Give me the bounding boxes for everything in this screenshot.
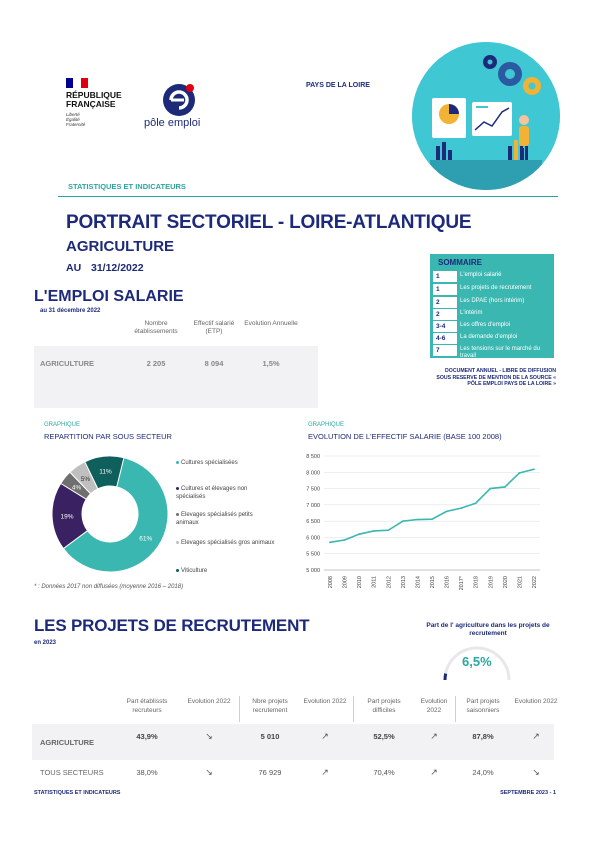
page-title: PORTRAIT SECTORIEL - LOIRE-ATLANTIQUE bbox=[66, 212, 472, 233]
pie-caption: GRAPHIQUE bbox=[44, 422, 81, 428]
cell-value: 52,5% bbox=[373, 732, 395, 741]
legend-item bbox=[176, 512, 276, 527]
cell-value: 76 929 bbox=[258, 768, 282, 777]
line-point bbox=[417, 519, 419, 521]
sommaire-item[interactable] bbox=[433, 271, 553, 285]
trend-arrow-icon: ↗ bbox=[321, 731, 329, 741]
line-point bbox=[431, 518, 433, 520]
column-divider bbox=[353, 696, 354, 722]
y-tick-label: 6 000 bbox=[306, 535, 320, 542]
pie-slice-label: 5% bbox=[80, 476, 91, 484]
legend-label: Elevages spécialisés gros animaux bbox=[181, 540, 275, 546]
column-header: Effectif salarié (ETP) bbox=[193, 320, 235, 335]
legend-label: Elevages spécialisés petits animaux bbox=[176, 512, 253, 526]
x-tick-label: 2010 bbox=[357, 576, 364, 589]
line-title: EVOLUTION DE L'EFFECTIF SALARIE (BASE 100 2008) bbox=[308, 432, 502, 441]
trend-arrow-icon: ↗ bbox=[321, 767, 329, 777]
date-prefix: AU bbox=[66, 262, 82, 274]
line-point bbox=[504, 486, 506, 488]
column-header: Nbre projets recrutement bbox=[252, 698, 288, 714]
trend-arrow-icon: ↗ bbox=[430, 731, 438, 741]
category-label: STATISTIQUES ET INDICATEURS bbox=[68, 182, 186, 191]
legend-label: Viticulture bbox=[181, 568, 208, 574]
sector-title: AGRICULTURE bbox=[66, 238, 175, 255]
republique-flag bbox=[66, 78, 88, 88]
legend-swatch bbox=[176, 513, 179, 516]
cell-value: 1,5% bbox=[262, 359, 280, 368]
legend-swatch bbox=[176, 541, 179, 544]
line-point bbox=[344, 539, 346, 541]
legend-label: Cultures spécialisées bbox=[181, 460, 238, 466]
date-value: 31/12/2022 bbox=[91, 262, 144, 274]
x-tick-label: 2009 bbox=[342, 576, 349, 589]
legend-item bbox=[176, 540, 276, 548]
x-tick-label: 2016 bbox=[444, 576, 451, 589]
motto-line: Fraternité bbox=[66, 122, 86, 127]
sommaire-label: L'intérim bbox=[460, 310, 483, 316]
line-point bbox=[489, 488, 491, 490]
sommaire-label: L'emploi salarié bbox=[460, 272, 502, 278]
republique-line1: RÉPUBLIQUE bbox=[66, 90, 122, 100]
legend-swatch bbox=[176, 569, 179, 572]
x-tick-label: 2017* bbox=[459, 576, 466, 591]
sommaire-page: 2 bbox=[433, 309, 457, 320]
x-tick-label: 2012 bbox=[386, 576, 393, 589]
sommaire-item[interactable] bbox=[433, 345, 553, 359]
sommaire-page: 1 bbox=[433, 271, 457, 282]
cell-value: 8 094 bbox=[204, 359, 224, 368]
sommaire-page: 4-6 bbox=[433, 333, 457, 344]
y-tick-label: 8 500 bbox=[306, 454, 320, 460]
y-tick-label: 7 500 bbox=[306, 486, 320, 493]
line-point bbox=[475, 502, 477, 504]
legend-label: Cultures et élevages non spécialisés bbox=[176, 486, 248, 500]
motto-line: Liberté bbox=[66, 112, 80, 117]
section-subtitle-recrutement: en 2023 bbox=[34, 640, 57, 646]
x-tick-label: 2021 bbox=[517, 576, 524, 589]
republique-line2: FRANÇAISE bbox=[66, 99, 116, 109]
y-tick-label: 6 500 bbox=[306, 519, 320, 526]
column-header: Evolution 2022 bbox=[420, 698, 448, 714]
trend-arrow-icon: ↘ bbox=[205, 767, 213, 777]
line-point bbox=[373, 530, 375, 532]
sommaire-label: Les offres d'emploi bbox=[460, 322, 511, 328]
hero-illustration bbox=[412, 42, 560, 190]
line-point bbox=[446, 510, 448, 512]
column-header: Part établissts recruteurs bbox=[126, 698, 168, 714]
sommaire-title: SOMMAIRE bbox=[438, 258, 482, 267]
line-point bbox=[460, 507, 462, 509]
row-label: AGRICULTURE bbox=[40, 738, 95, 747]
y-tick-label: 5 000 bbox=[306, 568, 320, 574]
gauge-fill bbox=[445, 674, 446, 680]
x-tick-label: 2018 bbox=[473, 576, 480, 589]
column-header: Evolution 2022 bbox=[303, 698, 347, 705]
footer-right: SEPTEMBRE 2023 - 1 bbox=[500, 790, 556, 796]
y-tick-label: 5 500 bbox=[306, 551, 320, 558]
x-tick-label: 2020 bbox=[502, 576, 509, 589]
pie-chart bbox=[30, 448, 190, 582]
line-point bbox=[329, 541, 331, 543]
footnote: * : Données 2017 non diffusées (moyenne 2016 – 2018) bbox=[34, 584, 184, 590]
pie-slice-label: 61% bbox=[139, 535, 153, 543]
trend-arrow-icon: ↗ bbox=[430, 767, 438, 777]
sommaire-page: 2 bbox=[433, 297, 457, 308]
legend-swatch bbox=[176, 461, 179, 464]
x-tick-label: 2014 bbox=[415, 576, 422, 589]
disclaimer-line: PÔLE EMPLOI PAYS DE LA LOIRE » bbox=[467, 381, 556, 387]
y-tick-label: 8 000 bbox=[306, 470, 320, 477]
row-label: AGRICULTURE bbox=[40, 359, 95, 368]
column-header: Nombre établissements bbox=[134, 320, 178, 335]
trend-arrow-icon: ↘ bbox=[205, 731, 213, 741]
legend-item bbox=[176, 460, 276, 468]
line-chart bbox=[288, 450, 558, 598]
line-series bbox=[330, 469, 534, 542]
table-row-highlight bbox=[32, 724, 554, 760]
sommaire-page: 7 bbox=[433, 345, 457, 356]
part-value: 6,5% bbox=[462, 654, 492, 669]
section-title-emploi: L'EMPLOI SALARIE bbox=[34, 288, 184, 305]
legend-item bbox=[176, 568, 276, 576]
x-tick-label: 2011 bbox=[371, 576, 378, 588]
line-point bbox=[533, 468, 535, 470]
sommaire-label: Les DPAE (hors intérim) bbox=[460, 298, 525, 304]
sommaire-page: 3-4 bbox=[433, 321, 457, 332]
sommaire-item[interactable] bbox=[433, 284, 553, 298]
x-tick-label: 2013 bbox=[400, 576, 407, 589]
row-label: TOUS SECTEURS bbox=[40, 768, 104, 777]
column-divider bbox=[455, 696, 456, 722]
pie-slice-label: 4% bbox=[71, 484, 82, 492]
column-header: Part projets difficiles bbox=[367, 698, 401, 714]
trend-arrow-icon: ↘ bbox=[532, 767, 540, 777]
pole-emploi-wordmark: pôle emploi bbox=[144, 117, 201, 129]
column-header: Evolution 2022 bbox=[187, 698, 231, 705]
motto-line: Égalité bbox=[66, 117, 80, 122]
disclaimer bbox=[360, 368, 556, 388]
cell-value: 87,8% bbox=[472, 732, 494, 741]
sommaire-label: La demande d'emploi bbox=[460, 334, 518, 340]
column-header: Evolution 2022 bbox=[514, 698, 558, 705]
line-point bbox=[402, 520, 404, 522]
cell-value: 38,0% bbox=[136, 768, 158, 777]
x-tick-label: 2015 bbox=[430, 576, 436, 589]
y-tick-label: 7 000 bbox=[306, 502, 320, 509]
footer-left: STATISTIQUES ET INDICATEURS bbox=[34, 790, 121, 796]
cell-value: 70,4% bbox=[373, 768, 395, 777]
x-tick-label: 2008 bbox=[328, 576, 334, 589]
sommaire-page: 1 bbox=[433, 284, 457, 295]
section-subtitle-emploi: au 31 décembre 2022 bbox=[40, 308, 101, 314]
table-row bbox=[34, 346, 318, 408]
legend-item bbox=[176, 486, 276, 501]
column-divider bbox=[239, 696, 240, 722]
pie-slice-label: 11% bbox=[99, 468, 112, 476]
pie-slice-label: 19% bbox=[60, 513, 74, 521]
section-title-recrutement: LES PROJETS DE RECRUTEMENT bbox=[34, 616, 310, 635]
cell-value: 43,9% bbox=[136, 732, 158, 741]
line-caption: GRAPHIQUE bbox=[308, 422, 345, 428]
sommaire-label: Les projets de recrutement bbox=[460, 285, 532, 291]
disclaimer-line: SOUS RESERVE DE MENTION DE LA SOURCE « bbox=[436, 374, 556, 381]
legend-swatch bbox=[176, 487, 179, 490]
column-header: Part projets saisonniers bbox=[466, 698, 500, 714]
sommaire-label: Les tensions sur le marché du travail bbox=[460, 346, 541, 359]
column-header: Evolution Annuelle bbox=[244, 320, 298, 327]
cell-value: 24,0% bbox=[472, 768, 494, 777]
cell-value: 2 205 bbox=[146, 359, 166, 368]
pie-title: REPARTITION PAR SOUS SECTEUR bbox=[44, 432, 172, 441]
line-point bbox=[358, 533, 360, 535]
republique-motto bbox=[66, 112, 85, 127]
x-tick-label: 2022 bbox=[532, 576, 538, 589]
republique-logo bbox=[66, 91, 122, 109]
part-caption: Part de l' agriculture dans les projets de recrutement bbox=[426, 622, 550, 637]
line-point bbox=[519, 472, 521, 474]
cell-value: 5 010 bbox=[260, 732, 280, 741]
disclaimer-line: DOCUMENT ANNUEL - LIBRE DE DIFFUSION bbox=[445, 368, 556, 374]
region-label: PAYS DE LA LOIRE bbox=[306, 82, 370, 89]
divider bbox=[58, 196, 558, 197]
trend-arrow-icon: ↗ bbox=[532, 731, 540, 741]
x-tick-label: 2019 bbox=[488, 576, 495, 589]
line-point bbox=[387, 529, 389, 531]
